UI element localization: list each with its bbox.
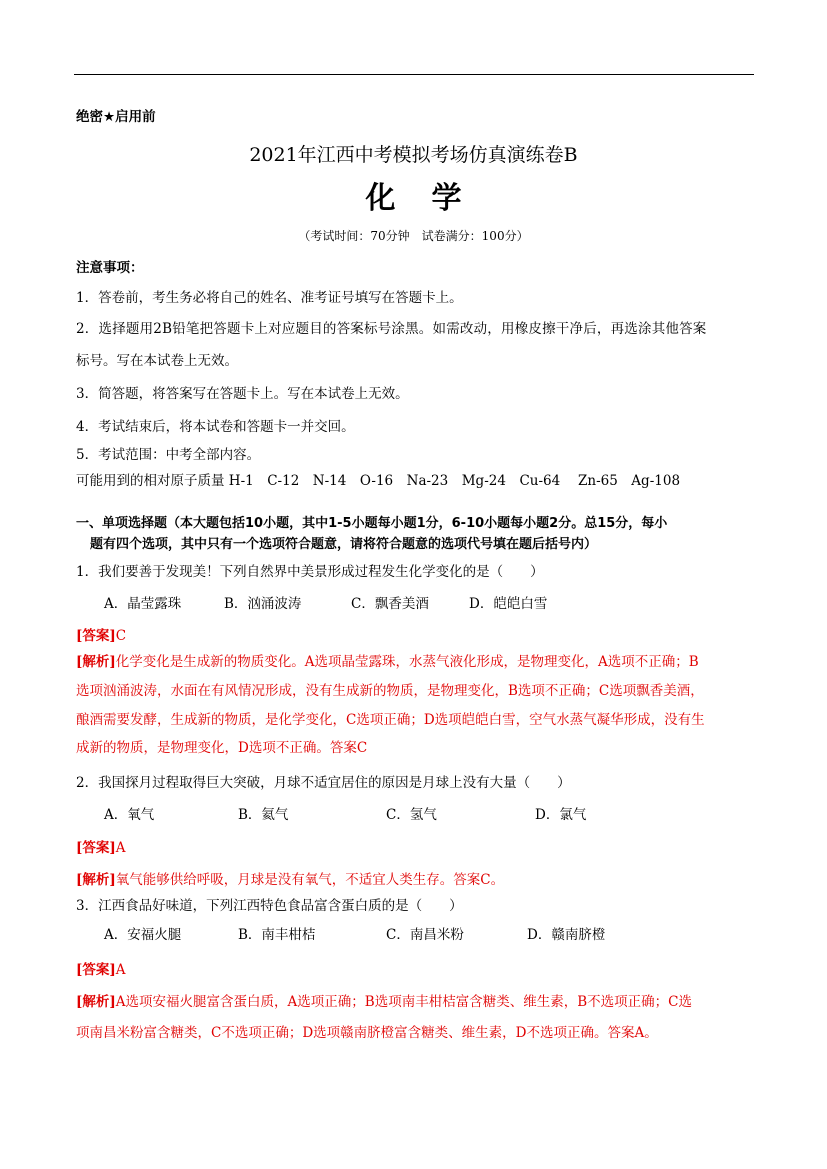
option-c: C．南昌米粉 <box>386 927 464 943</box>
analysis-label: [解析] <box>76 654 116 670</box>
option-b: B．汹涌波涛 <box>224 596 302 612</box>
analysis-text: 项南昌米粉富含糖类，C不选项正确；D选项赣南脐橙富含糖类、维生素，D不选项正确。答案A。 <box>76 1025 658 1041</box>
header-rule <box>74 74 754 75</box>
option-d: D．赣南脐橙 <box>527 927 606 943</box>
option-d: D．氯气 <box>535 807 587 823</box>
option-d: D．皑皑白雪 <box>469 596 548 612</box>
analysis-line <box>76 993 692 1011</box>
option-a: A．氧气 <box>104 807 155 823</box>
exam-title: 2021年江西中考模拟考场仿真演练卷B <box>249 144 578 166</box>
note-item: 4．考试结束后，将本试卷和答题卡一并交回。 <box>76 419 355 435</box>
analysis-label: [解析] <box>76 872 116 888</box>
answer-value: A <box>115 840 126 856</box>
analysis-line <box>76 653 699 671</box>
answer-label: [答案] <box>76 840 116 856</box>
analysis-label: [解析] <box>76 994 116 1010</box>
option-b: B．南丰柑桔 <box>238 927 316 943</box>
section-heading: 一、单项选择题（本大题包括10小题，其中1-5小题每小题1分，6-10小题每小题2分。总15分，每小 <box>76 516 668 531</box>
answer-line <box>76 961 126 979</box>
option-a: A．晶莹露珠 <box>104 596 182 612</box>
note-item: 1．答卷前，考生务必将自己的姓名、准考证号填写在答题卡上。 <box>76 290 463 306</box>
answer-line <box>76 627 126 645</box>
answer-line <box>76 839 126 857</box>
section-heading-cont: 题有四个选项，其中只有一个选项符合题意，请将符合题意的选项代号填在题后括号内） <box>90 537 598 552</box>
note-item: 标号。写在本试卷上无效。 <box>76 353 238 369</box>
answer-label: [答案] <box>76 962 116 978</box>
answer-value: A <box>115 962 126 978</box>
answer-label: [答案] <box>76 628 116 644</box>
analysis-text: A选项安福火腿富含蛋白质，A选项正确；B选项南丰柑桔富含糖类、维生素，B不选项正确；C选 <box>115 994 692 1010</box>
answer-value: C <box>115 628 127 644</box>
subject-title: 化学 <box>365 181 498 216</box>
note-item: 3．简答题，将答案写在答题卡上。写在本试卷上无效。 <box>76 386 409 402</box>
option-a: A．安福火腿 <box>104 927 182 943</box>
option-b: B．氦气 <box>238 807 289 823</box>
note-item: 5．考试范围：中考全部内容。 <box>76 447 261 463</box>
question-stem: 3．江西食品好味道，下列江西特色食品富含蛋白质的是（ ） <box>76 898 463 914</box>
option-c: C．飘香美酒 <box>351 596 429 612</box>
question-stem: 1．我们要善于发现美！下列自然界中美景形成过程发生化学变化的是（ ） <box>76 564 544 580</box>
analysis-text: 酿酒需要发酵，生成新的物质，是化学变化，C选项正确；D选项皑皑白雪，空气水蒸气凝华形成，没有生 <box>76 712 705 728</box>
note-item: 2．选择题用2B铅笔把答题卡上对应题目的答案标号涂黑。如需改动，用橡皮擦干净后，再选涂其他答案 <box>76 321 707 337</box>
exam-meta: （考试时间：70分钟 试卷满分：100分） <box>298 229 529 243</box>
secret-label: 绝密★启用前 <box>76 109 156 125</box>
analysis-line <box>76 871 504 889</box>
notes-heading: 注意事项： <box>76 260 144 276</box>
question-stem: 2．我国探月过程取得巨大突破，月球不适宜居住的原因是月球上没有大量（ ） <box>76 775 571 791</box>
analysis-text: 氧气能够供给呼吸，月球是没有氧气，不适宜人类生存。答案C。 <box>115 872 505 888</box>
analysis-text: 化学变化是生成新的物质变化。A选项晶莹露珠，水蒸气液化形成，是物理变化，A选项不正确；B <box>115 654 699 670</box>
atomic-mass-line: 可能用到的相对原子质量 H-1 C-12 N-14 O-16 Na-23 Mg-24 Cu-64 Zn-65 Ag-108 <box>76 473 681 489</box>
analysis-text: 成新的物质，是物理变化，D选项不正确。答案C <box>76 740 368 756</box>
option-c: C．氢气 <box>386 807 437 823</box>
analysis-text: 选项汹涌波涛，水面在有风情况形成，没有生成新的物质，是物理变化，B选项不正确；C选项飘香美酒， <box>76 683 704 699</box>
